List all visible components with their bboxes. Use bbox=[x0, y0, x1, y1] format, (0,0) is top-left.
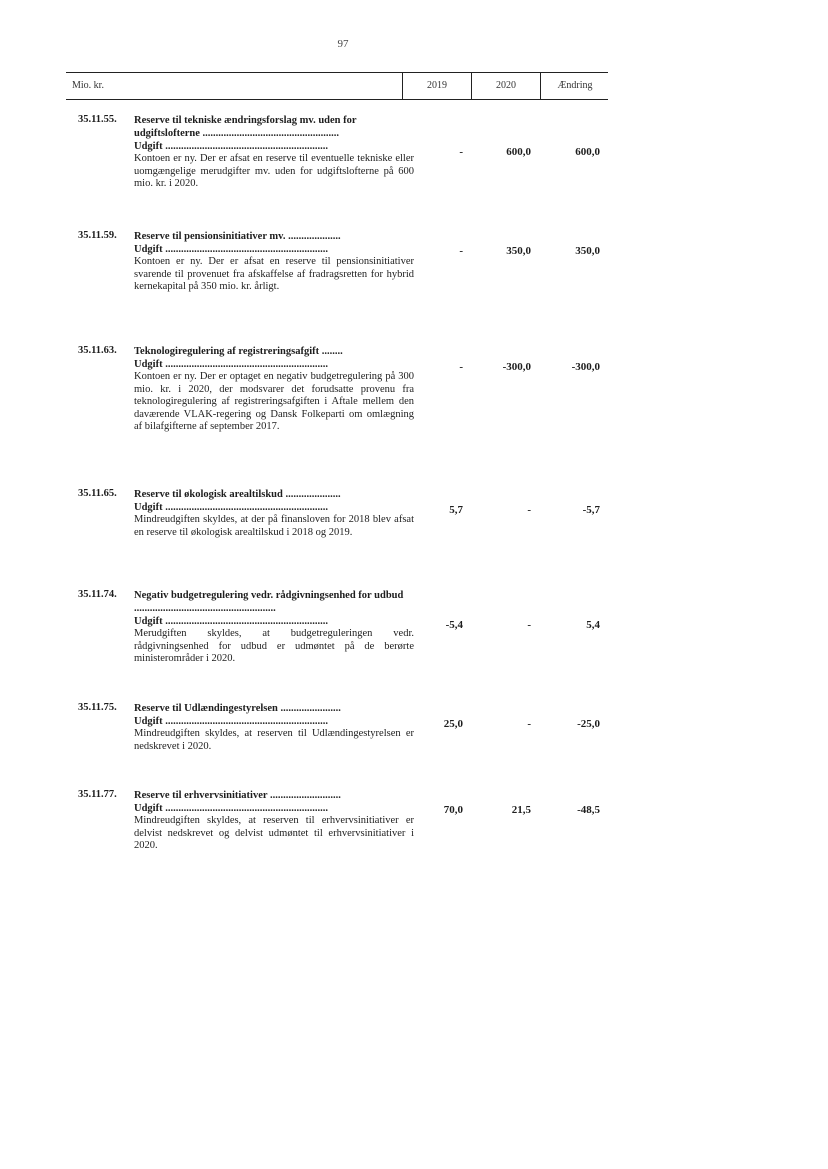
udgift-label: Udgift .............................................................. bbox=[134, 141, 328, 152]
value-change: 600,0 bbox=[575, 146, 600, 158]
value-2019: - bbox=[459, 146, 463, 158]
account-title: Negativ budgetregulering vedr. rådgivningsenhed for udbud ...................................................... bbox=[134, 590, 404, 614]
entry-body bbox=[134, 345, 414, 434]
udgift-label: Udgift .............................................................. bbox=[134, 359, 328, 370]
value-2020: - bbox=[527, 619, 531, 631]
value-change: -300,0 bbox=[571, 361, 600, 373]
value-change: -5,7 bbox=[582, 504, 600, 516]
account-description: Kontoen er ny. Der er optaget en negativ budgetregulering på 300 mio. kr. i 2020, der modsvarer det forudsatte provenu fra teknologiregulering af registreringsafgiften i Aftale mellem den daværende VLAK-regering og Dansk Folkeparti om omlægning af bilafgifterne af september 2017. bbox=[134, 371, 414, 433]
account-description: Merudgiften skyldes, at budgetreguleringen vedr. rådgivningsenhed for udbud er udmøntet på de berørte ministerområder i 2020. bbox=[134, 628, 414, 665]
account-title: Reserve til erhvervsinitiativer ........................... bbox=[134, 790, 341, 801]
year-2019-header: 2019 bbox=[402, 73, 471, 99]
value-2020: - bbox=[527, 718, 531, 730]
account-code: 35.11.74. bbox=[78, 589, 117, 600]
value-2019: - bbox=[459, 245, 463, 257]
account-description: Mindreudgiften skyldes, at der på finansloven for 2018 blev afsat en reserve til økologisk arealtilskud i 2018 og 2019. bbox=[134, 514, 414, 538]
udgift-label: Udgift .............................................................. bbox=[134, 502, 328, 513]
account-code: 35.11.63. bbox=[78, 345, 117, 356]
value-2020: -300,0 bbox=[502, 361, 531, 373]
account-code: 35.11.55. bbox=[78, 114, 117, 125]
account-code: 35.11.75. bbox=[78, 702, 117, 713]
udgift-label: Udgift .............................................................. bbox=[134, 616, 328, 627]
entry-body bbox=[134, 702, 414, 753]
value-change: -25,0 bbox=[577, 718, 600, 730]
value-2019: 70,0 bbox=[443, 804, 463, 816]
value-2020: 21,5 bbox=[511, 804, 531, 816]
value-2020: 350,0 bbox=[506, 245, 531, 257]
value-2019: 25,0 bbox=[443, 718, 463, 730]
entry-body bbox=[134, 488, 414, 539]
udgift-label: Udgift .............................................................. bbox=[134, 244, 328, 255]
change-header: Ændring bbox=[540, 73, 609, 99]
account-description: Mindreudgiften skyldes, at reserven til erhvervsinitiativer er delvist nedskrevet og delvist udmøntet til erhvervsinitiativer i 2020. bbox=[134, 815, 414, 852]
table-header bbox=[66, 72, 608, 100]
unit-header: Mio. kr. bbox=[72, 80, 104, 91]
value-change: -48,5 bbox=[577, 804, 600, 816]
account-description: Kontoen er ny. Der er afsat en reserve til eventuelle tekniske eller uomgængelige merudgifter mv. uden for udgiftslofterne på 600 mio. kr. i 2020. bbox=[134, 153, 414, 190]
entry-body bbox=[134, 789, 414, 853]
page-number: 97 bbox=[337, 38, 349, 50]
value-2020: - bbox=[527, 504, 531, 516]
entry-body bbox=[134, 114, 414, 191]
account-code: 35.11.59. bbox=[78, 230, 117, 241]
account-title: Reserve til pensionsinitiativer mv. .................... bbox=[134, 231, 341, 242]
account-description: Kontoen er ny. Der er afsat en reserve til pensionsinitiativer svarende til provenuet fra afskaffelse af fradragsretten for hybrid kernekapital på 350 mio. kr. årligt. bbox=[134, 256, 414, 293]
value-change: 350,0 bbox=[575, 245, 600, 257]
account-title: Teknologiregulering af registreringsafgift ........ bbox=[134, 346, 343, 357]
value-2019: - bbox=[459, 361, 463, 373]
udgift-label: Udgift .............................................................. bbox=[134, 803, 328, 814]
account-code: 35.11.77. bbox=[78, 789, 117, 800]
value-2019: -5,4 bbox=[445, 619, 463, 631]
account-title: Reserve til tekniske ændringsforslag mv. uden for udgiftslofterne .................................................... bbox=[134, 115, 357, 139]
udgift-label: Udgift .............................................................. bbox=[134, 716, 328, 727]
account-title: Reserve til Udlændingestyrelsen ....................... bbox=[134, 703, 341, 714]
account-title: Reserve til økologisk arealtilskud ..................... bbox=[134, 489, 341, 500]
account-description: Mindreudgiften skyldes, at reserven til Udlændingestyrelsen er nedskrevet i 2020. bbox=[134, 728, 414, 752]
value-2020: 600,0 bbox=[506, 146, 531, 158]
value-change: 5,4 bbox=[586, 619, 600, 631]
account-code: 35.11.65. bbox=[78, 488, 117, 499]
entry-body bbox=[134, 230, 414, 294]
entry-body bbox=[134, 589, 414, 666]
year-2020-header: 2020 bbox=[471, 73, 540, 99]
value-2019: 5,7 bbox=[449, 504, 463, 516]
